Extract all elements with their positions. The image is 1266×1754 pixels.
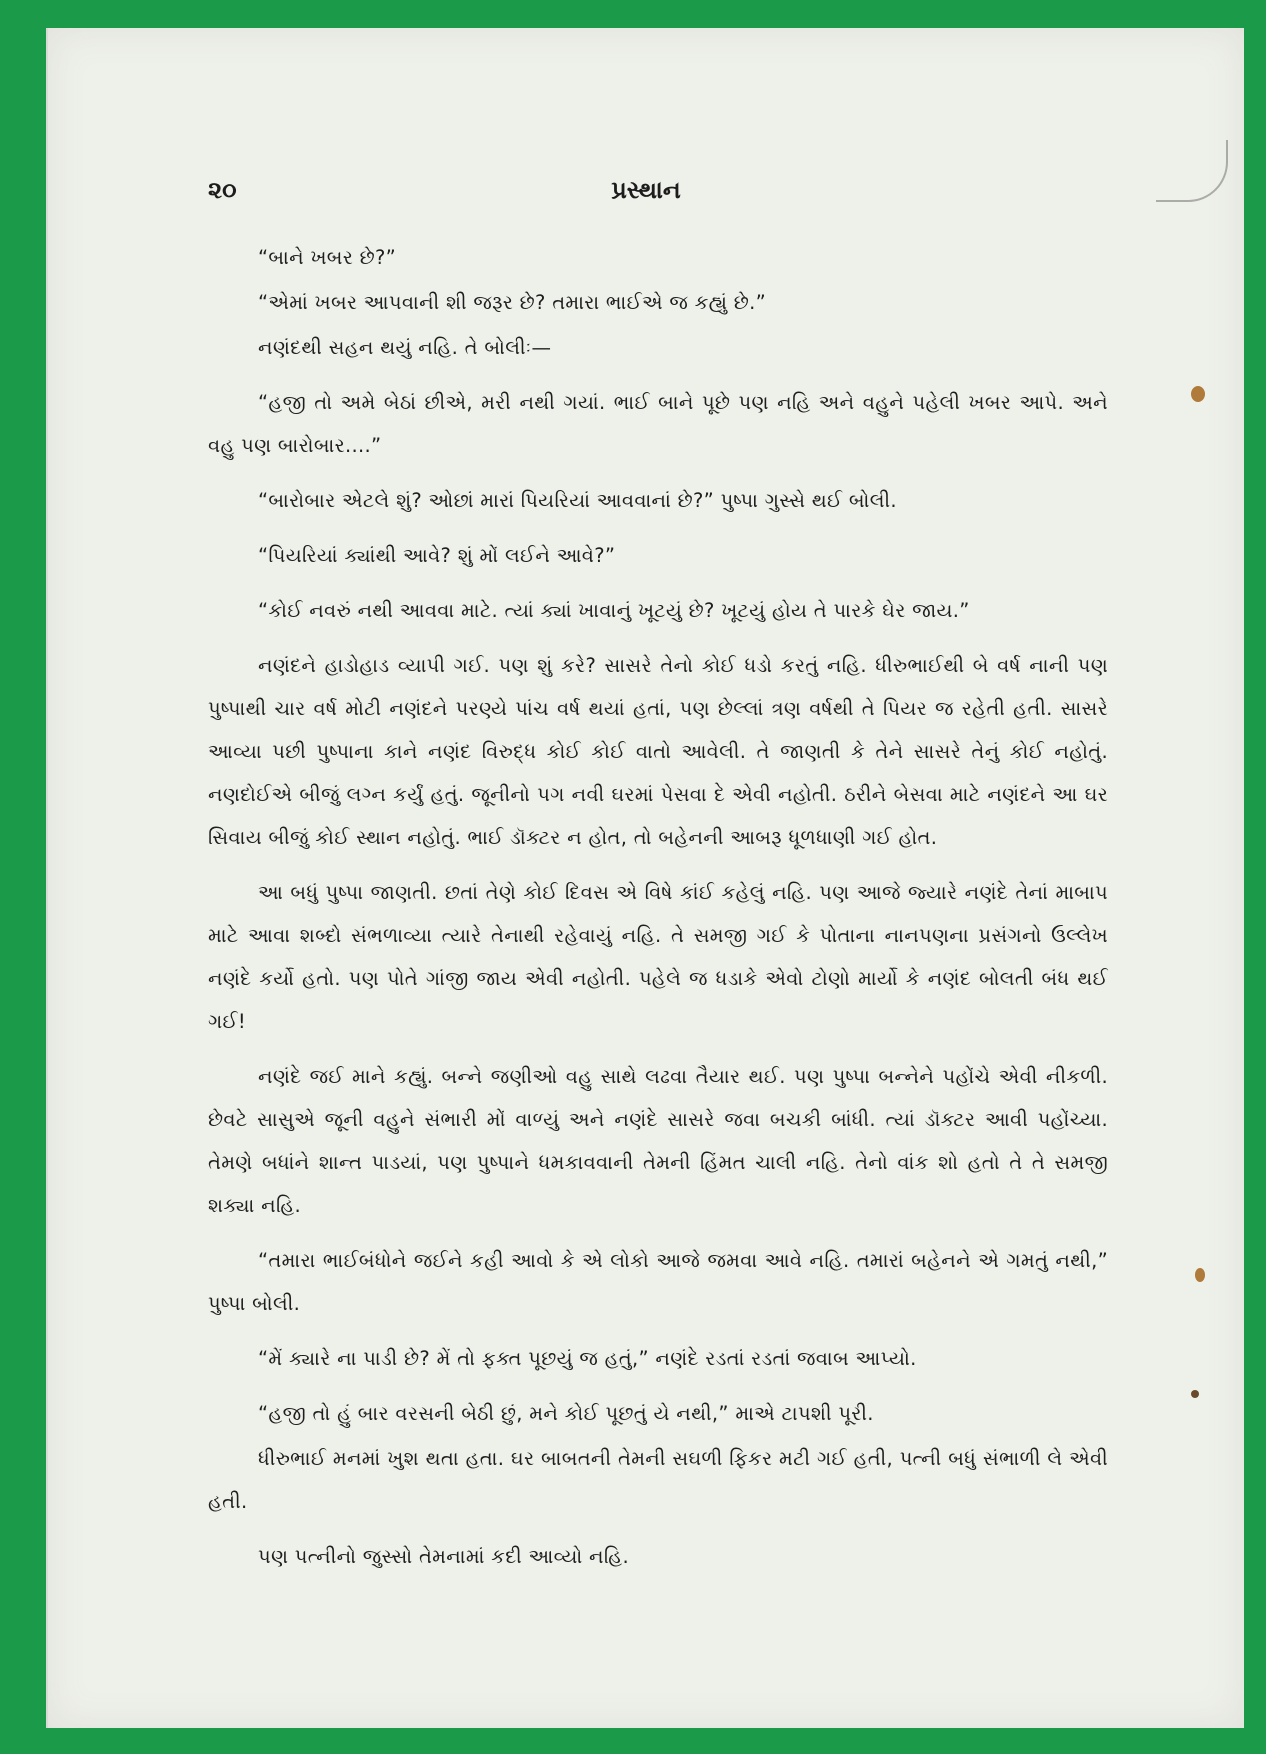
body-text bbox=[208, 236, 1108, 1590]
paragraph: “એમાં ખબર આપવાની શી જરૂર છે? તમારા ભાઈએ જ કહ્યું છે.” bbox=[258, 291, 767, 314]
paragraph: નણંદને હાડોહાડ વ્યાપી ગઈ. પણ શું કરે? સાસરે તેનો કોઈ ધડો કરતું નહિ. ધીરુભાઈથી બે વર્ષ નાની પણ પુષ્પાથી ચાર વર્ષ મોટી નણંદને પરણ્યે પાંચ વર્ષ થયાં હતાં, પણ છેલ્લાં ત્રણ વર્ષથી તે પિયર જ રહેતી હતી. સાસરે આવ્યા પછી પુષ્પાના કાને નણંદ વિરુદ્ધ કોઈ કોઈ વાતો આવેલી. તે જાણતી કે તેને સાસરે તેનું કોઈ નહોતું. નણદોઈએ બીજું લગ્ન કર્યું હતું. જૂનીનો પગ નવી ઘરમાં પેસવા દે એવી નહોતી. ઠરીને બેસવા માટે નણંદને આ ઘર સિવાય બીજું કોઈ સ્થાન નહોતું. ભાઈ ડૉક્ટર ન હોત, તો બહેનની આબરૂ ધૂળધાણી ગઈ હોત. bbox=[208, 654, 1108, 849]
margin-stain bbox=[1191, 1390, 1199, 1398]
paragraph: “મેં ક્યારે ના પાડી છે? મેં તો ફક્ત પૂછયું જ હતું,” નણંદે રડતાં રડતાં જવાબ આપ્યો. bbox=[258, 1347, 917, 1370]
margin-stain bbox=[1195, 1268, 1205, 1282]
paragraph: “બાને ખબર છે?” bbox=[258, 246, 397, 269]
paragraph: “બારોબાર એટલે શું? ઓછાં મારાં પિયરિયાં આવવાનાં છે?” પુષ્પા ગુસ્સે થઈ બોલી. bbox=[258, 489, 897, 512]
paragraph: “હજી તો હું બાર વરસની બેઠી છું, મને કોઈ પૂછતું યે નથી,” માએ ટાપશી પૂરી. bbox=[258, 1402, 874, 1425]
paragraph: પણ પત્નીનો જુસ્સો તેમનામાં કદી આવ્યો નહિ. bbox=[258, 1545, 629, 1568]
page-number: ૨૦ bbox=[208, 176, 237, 204]
paragraph: નણંદે જઈ માને કહ્યું. બન્ને જણીઓ વહુ સાથે લઢવા તૈયાર થઈ. પણ પુષ્પા બન્નેને પહોંચે એવી નીકળી. છેવટે સાસુએ જૂની વહુને સંભારી મોં વાળ્યું અને નણંદે સાસરે જવા બચકી બાંધી. ત્યાં ડૉક્ટર આવી પહોંચ્યા. તેમણે બધાંને શાન્ત પાડયાં, પણ પુષ્પાને ધમકાવવાની તેમની હિંમત ચાલી નહિ. તેનો વાંક શો હતો તે તે સમજી શક્યા નહિ. bbox=[208, 1065, 1108, 1217]
paragraph: “હજી તો અમે બેઠાં છીએ, મરી નથી ગયાં. ભાઈ બાને પૂછે પણ નહિ અને વહુને પહેલી ખબર આપે. અને વહુ પણ બારોબાર....” bbox=[208, 391, 1108, 457]
paragraph: નણંદથી સહન થયું નહિ. તે બોલીઃ— bbox=[258, 336, 552, 359]
paragraph: ધીરુભાઈ મનમાં ખુશ થતા હતા. ઘર બાબતની તેમની સઘળી ફિકર મટી ગઈ હતી, પત્ની બધું સંભાળી લે એવી હતી. bbox=[208, 1447, 1108, 1513]
margin-stain bbox=[1191, 386, 1205, 402]
paragraph: “તમારા ભાઈબંધોને જઈને કહી આવો કે એ લોકો આજે જમવા આવે નહિ. તમારાં બહેનને એ ગમતું નથી,” પુષ્પા બોલી. bbox=[208, 1249, 1108, 1315]
paragraph: “કોઈ નવરું નથી આવવા માટે. ત્યાં ક્યાં ખાવાનું ખૂટયું છે? ખૂટયું હોય તે પારકે ઘેર જાય.” bbox=[258, 599, 970, 622]
book-page bbox=[46, 28, 1244, 1728]
book-title: પ્રસ્થાન bbox=[611, 176, 681, 204]
paragraph: “પિયરિયાં ક્યાંથી આવે? શું મોં લઈને આવે?” bbox=[258, 544, 616, 567]
running-header bbox=[48, 176, 1244, 216]
paragraph: આ બધું પુષ્પા જાણતી. છતાં તેણે કોઈ દિવસ એ વિષે કાંઈ કહેલું નહિ. પણ આજે જ્યારે નણંદે તેનાં માબાપ માટે આવા શબ્દો સંભળાવ્યા ત્યારે તેનાથી રહેવાયું નહિ. તે સમજી ગઈ કે પોતાના નાનપણના પ્રસંગનો ઉલ્લેખ નણંદે કર્યો હતો. પણ પોતે ગાંજી જાય એવી નહોતી. પહેલે જ ધડાકે એવો ટોણો માર્યો કે નણંદ બોલતી બંધ થઈ ગઈ! bbox=[208, 881, 1108, 1033]
